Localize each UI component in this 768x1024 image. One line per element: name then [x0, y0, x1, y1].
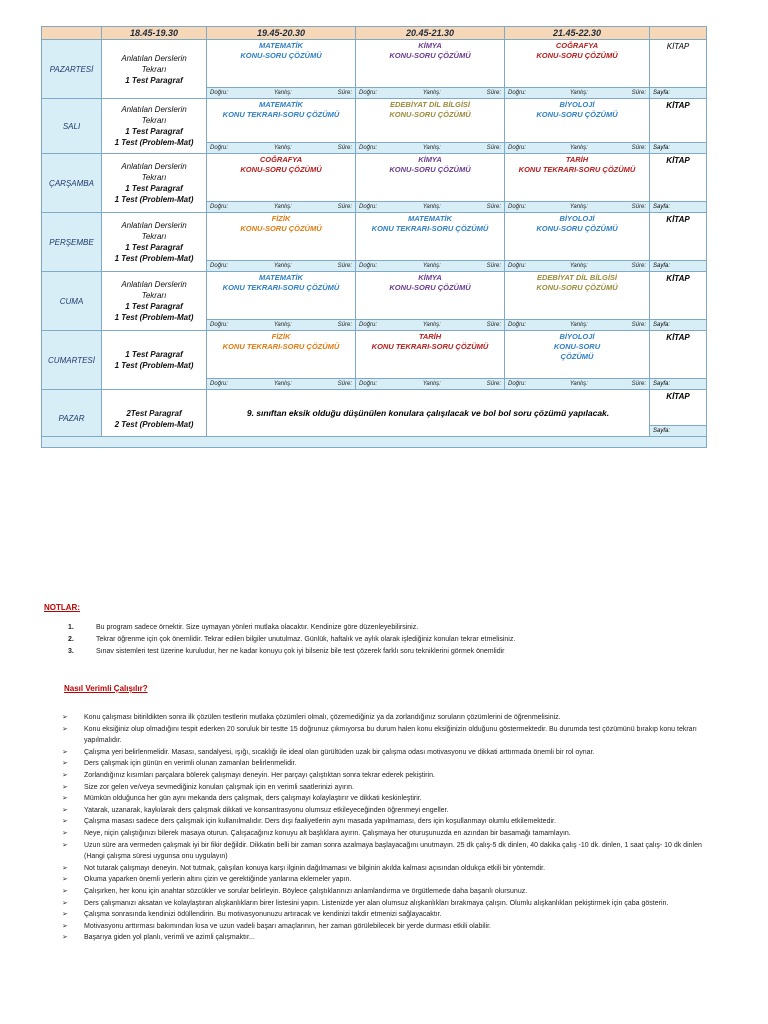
sayfa-label-carsamba: Sayfa:	[650, 202, 707, 213]
schedule-blank-row	[42, 437, 707, 448]
subject-line: ÇÖZÜMÜ	[560, 352, 594, 361]
kitap-cell-cuma: KİTAP	[650, 272, 707, 320]
tip-item	[62, 747, 710, 759]
yanlis-label: Yanlış:	[422, 204, 441, 210]
pazar-note: 9. sınıftan eksik olduğu düşünülen konulara çalışılacak ve bol bol soru çözümü yapılacak.	[207, 390, 650, 437]
subject-line: EDEBİYAT DİL BİLGİSİ	[536, 273, 617, 282]
review-cell-persembe	[102, 213, 207, 272]
test-line: 1 Test (Problem-Mat)	[114, 195, 194, 204]
score-fields	[207, 202, 355, 212]
note-number: 2.	[68, 636, 74, 643]
sayfa-label-cuma: Sayfa:	[650, 320, 707, 331]
subject-line: KONU-SORU ÇÖZÜMÜ	[536, 224, 618, 233]
note-item	[44, 646, 724, 658]
score-footer-cumartesi-4	[505, 379, 650, 390]
schedule-row-carsamba	[42, 154, 707, 202]
subject-cell-pazartesi-4	[505, 40, 650, 88]
subject-line: KONU-SORU ÇÖZÜMÜ	[389, 51, 471, 60]
score-fields	[505, 261, 649, 271]
subject-line: BİYOLOJİ	[559, 332, 595, 341]
subject-cell-persembe-4	[505, 213, 650, 261]
subject-line: MATEMATİK	[259, 41, 303, 50]
header-empty	[42, 27, 102, 40]
schedule-header-row	[42, 27, 707, 40]
tip-item	[62, 909, 710, 921]
tip-text: Mümkün olduğunca her gün aynı mekanda ders çalışmak, ders çalışmayı kolaylaştırır ve dikkati keskinleştirir.	[84, 795, 422, 803]
arrow-bullet-icon: ➢	[62, 818, 68, 826]
arrow-bullet-icon: ➢	[62, 864, 68, 872]
review-cell-pazartesi	[102, 40, 207, 99]
day-name-cuma: CUMA	[42, 272, 102, 331]
sure-label: Süre:	[337, 204, 352, 210]
yanlis-label: Yanlış:	[569, 90, 588, 96]
subject-line: MATEMATİK	[259, 273, 303, 282]
subject-line: BİYOLOJİ	[559, 100, 595, 109]
test-line: 1 Test Paragraf	[125, 184, 183, 193]
arrow-bullet-icon: ➢	[62, 748, 68, 756]
review-line: Tekrarı	[141, 232, 167, 241]
tip-item	[62, 874, 710, 886]
sure-label: Süre:	[486, 204, 501, 210]
review-line: Tekrarı	[141, 173, 167, 182]
subject-line: KONU-SORU ÇÖZÜMÜ	[240, 51, 322, 60]
day-name-pazar: PAZAR	[42, 390, 102, 437]
score-footer-persembe-2	[207, 261, 356, 272]
tip-item	[62, 921, 710, 933]
subject-cell-carsamba-4	[505, 154, 650, 202]
arrow-bullet-icon: ➢	[62, 783, 68, 791]
note-item	[44, 634, 724, 646]
test-line: 1 Test Paragraf	[125, 302, 183, 311]
note-text: Tekrar öğrenme için çok önemlidir. Tekrar edilen bilgiler unutulmaz. Günlük, haftalık ve aylık olarak işlediğiniz konuları tekrar etmelisiniz.	[96, 636, 516, 643]
subject-line: KONU-SORU ÇÖZÜMÜ	[536, 283, 618, 292]
score-footer-carsamba-3	[356, 202, 505, 213]
review-line: Anlatılan Derslerin	[121, 53, 187, 63]
notes-list	[44, 622, 724, 658]
kitap-cell-persembe: KİTAP	[650, 213, 707, 261]
tip-text: Okuma yaparken önemli yerlerin altını çizin ve gerektiğinde yanlarına eklemeler yapın.	[84, 876, 352, 884]
kitap-cell-sali: KİTAP	[650, 99, 707, 143]
yanlis-label: Yanlış:	[273, 90, 292, 96]
notes-section	[44, 603, 724, 658]
sure-label: Süre:	[631, 263, 646, 269]
schedule-row-persembe	[42, 213, 707, 261]
tip-text: Çalışırken, her konu için anahtar sözcükler ve sorular belirleyin. Böylece çalıştıklarınızı anlamlandırma ve örgütlemede daha başarılı olursunuz.	[84, 887, 528, 895]
header-empty-end	[650, 27, 707, 40]
score-footer-persembe-4	[505, 261, 650, 272]
subject-cell-carsamba-2	[207, 154, 356, 202]
subject-line: KONU-SORU ÇÖZÜMÜ	[240, 224, 322, 233]
score-footer-cumartesi-3	[356, 379, 505, 390]
subject-line: EDEBİYAT DİL BİLGİSİ	[389, 100, 470, 109]
sayfa-label-pazartesi: Sayfa:	[650, 88, 707, 99]
kitap-cell-pazartesi: KİTAP	[650, 40, 707, 88]
subject-line: KONU-SORU ÇÖZÜMÜ	[389, 165, 471, 174]
yanlis-label: Yanlış:	[569, 263, 588, 269]
note-text: Sınav sistemleri test üzerine kuruludur, her ne kadar konuyu çok iyi bilseniz bile test çözerek farklı soru tekniklerini görmek önemlidir	[96, 648, 505, 655]
tip-text: Motivasyonu arttırması bakımından kısa ve uzun vadeli başarı amaçlarının, her zaman görülebilecek bir yerde durması etkili olabilir.	[84, 922, 491, 930]
arrow-bullet-icon: ➢	[62, 899, 68, 907]
sure-label: Süre:	[337, 145, 352, 151]
day-name-cumartesi: CUMARTESİ	[42, 331, 102, 390]
tip-item	[62, 805, 710, 817]
sure-label: Süre:	[631, 322, 646, 328]
note-number: 3.	[68, 648, 74, 655]
dogru-label: Doğru:	[210, 322, 229, 328]
day-name-carsamba: ÇARŞAMBA	[42, 154, 102, 213]
tip-text: Zorlandığınız kısımları parçalara bölerek çalışmayı deneyin. Her parçayı çalıştıktan sonra tekrar ederek pekiştirin.	[84, 771, 435, 779]
tip-text: Not tutarak çalışmayı deneyin. Not tutmak, çalışılan konuya karşı ilginin dağılmaması ve bilginin akılda kalması açısından oldukça etkili bir yöntemdir.	[84, 864, 546, 872]
tip-text: Çalışma masası sadece ders çalışmak için kullanılmalıdır. Ders dışı faaliyetlerin aynı masada yapılmaması, ders için koşullanmayı olumlu etkilemektedir.	[84, 818, 556, 826]
dogru-label: Doğru:	[210, 381, 229, 387]
test-line: 1 Test (Problem-Mat)	[114, 313, 194, 322]
subject-cell-carsamba-3	[356, 154, 505, 202]
kitap-cell-cumartesi: KİTAP	[650, 331, 707, 379]
subject-line: COĞRAFYA	[555, 41, 599, 50]
header-time-3: 20.45-21.30	[356, 27, 505, 40]
test-line: 2 Test (Problem-Mat)	[114, 420, 194, 429]
subject-cell-persembe-3	[356, 213, 505, 261]
subject-cell-sali-3	[356, 99, 505, 143]
tip-item	[62, 816, 710, 828]
subject-cell-pazartesi-2	[207, 40, 356, 88]
sure-label: Süre:	[631, 204, 646, 210]
schedule-row-pazartesi	[42, 40, 707, 88]
score-fields	[356, 143, 504, 153]
score-fields	[356, 379, 504, 389]
review-cell-sali	[102, 99, 207, 154]
score-footer-cuma-3	[356, 320, 505, 331]
subject-cell-cumartesi-3	[356, 331, 505, 379]
subject-line: KONU TEKRARI-SORU ÇÖZÜMÜ	[222, 110, 340, 119]
subject-cell-sali-4	[505, 99, 650, 143]
subject-cell-cuma-3	[356, 272, 505, 320]
schedule-row-cuma	[42, 272, 707, 320]
kitap-cell-pazar: KİTAP	[650, 390, 707, 426]
header-time-1: 18.45-19.30	[102, 27, 207, 40]
sayfa-label-persembe: Sayfa:	[650, 261, 707, 272]
dogru-label: Doğru:	[359, 90, 378, 96]
score-fields	[356, 202, 504, 212]
tip-item	[62, 758, 710, 770]
score-footer-pazartesi-4	[505, 88, 650, 99]
dogru-label: Doğru:	[359, 145, 378, 151]
note-text: Bu program sadece örnektir. Size uymayan yönleri mutlaka olacaktır. Kendinize göre düzenleyebilirsiniz.	[96, 624, 419, 631]
tip-text: Konu eksiğiniz olup olmadığını tespit ederken 20 soruluk bir testte 15 doğrunuz çıkmıyorsa bu durum halen konu eksiğinizin olduğunu göstermektedir. Bu durumda test çözümünü bırakıp konu tekrarı yapılmalıdır.	[84, 725, 697, 745]
day-name-pazartesi: PAZARTESİ	[42, 40, 102, 99]
dogru-label: Doğru:	[359, 322, 378, 328]
score-footer-pazartesi-2	[207, 88, 356, 99]
score-footer-persembe-3	[356, 261, 505, 272]
subject-line: KİMYA	[418, 41, 442, 50]
tip-item	[62, 782, 710, 794]
dogru-label: Doğru:	[210, 263, 229, 269]
yanlis-label: Yanlış:	[273, 145, 292, 151]
subject-line: BİYOLOJİ	[559, 214, 595, 223]
sure-label: Süre:	[486, 322, 501, 328]
yanlis-label: Yanlış:	[422, 263, 441, 269]
test-line: 1 Test Paragraf	[125, 75, 183, 85]
score-footer-pazartesi-3	[356, 88, 505, 99]
review-cell-carsamba	[102, 154, 207, 213]
dogru-label: Doğru:	[508, 263, 527, 269]
subject-line: FİZİK	[271, 332, 291, 341]
subject-cell-cumartesi-4	[505, 331, 650, 379]
sayfa-label-sali: Sayfa:	[650, 143, 707, 154]
score-fields	[207, 320, 355, 330]
subject-line: KONU TEKRARI-SORU ÇÖZÜMÜ	[518, 165, 636, 174]
dogru-label: Doğru:	[508, 90, 527, 96]
subject-line: KİMYA	[418, 155, 442, 164]
sure-label: Süre:	[337, 322, 352, 328]
test-line: 1 Test Paragraf	[125, 243, 183, 252]
test-line: 2Test Paragraf	[126, 409, 182, 418]
score-footer-cuma-2	[207, 320, 356, 331]
header-time-2: 19.45-20.30	[207, 27, 356, 40]
score-fields	[356, 320, 504, 330]
review-line: Anlatılan Derslerin	[121, 280, 187, 289]
review-line: Anlatılan Derslerin	[121, 162, 187, 171]
tip-item	[62, 770, 710, 782]
tip-text: Ders çalışmak için günün en verimli olunan zamanları belirlenmelidir.	[84, 760, 297, 768]
tip-text: Yatarak, uzanarak, kaykılarak ders çalışmak dikkati ve konsantrasyonu olumsuz etkileyeceğinden öğrenmeyi engeller.	[84, 806, 449, 814]
tip-item	[62, 793, 710, 805]
score-fields	[356, 261, 504, 271]
sure-label: Süre:	[337, 381, 352, 387]
score-fields	[207, 88, 355, 98]
tip-item	[62, 828, 710, 840]
weekly-schedule-table	[41, 26, 707, 448]
test-line: 1 Test (Problem-Mat)	[114, 138, 194, 147]
review-line: Anlatılan Derslerin	[121, 221, 187, 230]
dogru-label: Doğru:	[210, 145, 229, 151]
day-name-persembe: PERŞEMBE	[42, 213, 102, 272]
subject-line: TARİH	[418, 332, 442, 341]
subject-cell-cuma-4	[505, 272, 650, 320]
subject-line: MATEMATİK	[408, 214, 452, 223]
kitap-cell-carsamba: KİTAP	[650, 154, 707, 202]
note-item	[44, 622, 724, 634]
arrow-bullet-icon: ➢	[62, 806, 68, 814]
dogru-label: Doğru:	[359, 381, 378, 387]
schedule-row-sali	[42, 99, 707, 143]
subject-line: KONU TEKRARI-SORU ÇÖZÜMÜ	[222, 283, 340, 292]
arrow-bullet-icon: ➢	[62, 771, 68, 779]
arrow-bullet-icon: ➢	[62, 841, 68, 849]
sure-label: Süre:	[631, 90, 646, 96]
score-fields	[505, 320, 649, 330]
arrow-bullet-icon: ➢	[62, 795, 68, 803]
arrow-bullet-icon: ➢	[62, 887, 68, 895]
dogru-label: Doğru:	[508, 381, 527, 387]
tip-text: Uzun süre ara vermeden çalışmak iyi bir fikir değildir. Dikkatin belli bir zaman sonra azalmaya başlayacağını unutmayın. 25 dk çalış-5 dk dinlen, 40 dakika çalış -10 dk. dinlen, 1 saat çalış- 10 dk dinlen (Hangi çalışma süresi uygunsa onu uygulayın)	[84, 841, 702, 861]
schedule-row-cumartesi	[42, 331, 707, 379]
subject-line: FİZİK	[271, 214, 291, 223]
subject-cell-pazartesi-3	[356, 40, 505, 88]
schedule-row-pazar	[42, 390, 707, 426]
score-fields	[207, 143, 355, 153]
tip-text: Çalışma yeri belirlenmelidir. Masası, sandalyesi, ışığı, sıcaklığı ile ideal olan gürültüden uzak bir çalışma odası motivasyonu ve dikkati arttırmada önemli bir rol oynar.	[84, 748, 595, 756]
yanlis-label: Yanlış:	[569, 381, 588, 387]
review-line: Tekrarı	[141, 64, 167, 74]
sayfa-label-pazar: Sayfa:	[650, 426, 707, 437]
score-fields	[207, 261, 355, 271]
arrow-bullet-icon: ➢	[62, 876, 68, 884]
test-line: 1 Test (Problem-Mat)	[114, 254, 194, 263]
tip-text: Ders çalışmanızı aksatan ve kolaylaştıran alışkanlıkların birer listesini yapın. Listenizde yer alan olumsuz alışkanlıkları bırakmaya çalışın. Olumlu alışkanlıkları pekiştirmek için çaba gösterin.	[84, 899, 669, 907]
tip-text: Çalışma sonrasında kendinizi ödüllendirin. Bu motivasyonunuzu artıracak ve kendinizi takdir etmenizi sağlayacaktır.	[84, 911, 442, 919]
subject-cell-cumartesi-2	[207, 331, 356, 379]
arrow-bullet-icon: ➢	[62, 829, 68, 837]
tip-text: Başarıya giden yol planlı, verimli ve azimli çalışmaktır...	[84, 934, 255, 942]
tip-text: Neye, niçin çalıştığınızı bilerek masaya oturun. Çalışacağınız konuyu alt başlıklara ayırın. Çalışmaya her oturuşunuzda en azından bir basamağı tamamlayın.	[84, 829, 571, 837]
arrow-bullet-icon: ➢	[62, 714, 68, 721]
yanlis-label: Yanlış:	[569, 145, 588, 151]
score-footer-sali-2	[207, 143, 356, 154]
score-footer-cumartesi-2	[207, 379, 356, 390]
review-cell-pazar	[102, 390, 207, 437]
yanlis-label: Yanlış:	[273, 381, 292, 387]
tip-text: Size zor gelen ve/veya sevmediğiniz konuları çalışmak için en verimli saatlerinizi ayırın.	[84, 783, 354, 791]
dogru-label: Doğru:	[359, 204, 378, 210]
dogru-label: Doğru:	[210, 204, 229, 210]
subject-cell-sali-2	[207, 99, 356, 143]
dogru-label: Doğru:	[210, 90, 229, 96]
dogru-label: Doğru:	[508, 145, 527, 151]
yanlis-label: Yanlış:	[273, 322, 292, 328]
score-footer-cuma-4	[505, 320, 650, 331]
dogru-label: Doğru:	[508, 204, 527, 210]
review-cell-cumartesi	[102, 331, 207, 390]
test-line: 1 Test Paragraf	[125, 127, 183, 136]
subject-line: KİMYA	[418, 273, 442, 282]
subject-line: KONU TEKRARI-SORU ÇÖZÜMÜ	[371, 224, 489, 233]
header-time-4: 21.45-22.30	[505, 27, 650, 40]
sure-label: Süre:	[631, 145, 646, 151]
tip-item	[62, 886, 710, 898]
tip-item	[62, 898, 710, 910]
review-cell-cuma	[102, 272, 207, 331]
score-fields	[505, 202, 649, 212]
subject-line: KONU-SORU ÇÖZÜMÜ	[389, 110, 471, 119]
tip-item	[62, 863, 710, 875]
subject-line: KONU-SORU ÇÖZÜMÜ	[389, 283, 471, 292]
subject-line: TARİH	[565, 155, 589, 164]
dogru-label: Doğru:	[359, 263, 378, 269]
arrow-bullet-icon: ➢	[62, 760, 68, 768]
score-fields	[505, 379, 649, 389]
score-fields	[505, 143, 649, 153]
yanlis-label: Yanlış:	[273, 204, 292, 210]
subject-line: KONU TEKRARI-SORU ÇÖZÜMÜ	[371, 342, 489, 351]
test-line: 1 Test (Problem-Mat)	[114, 361, 194, 370]
yanlis-label: Yanlış:	[422, 145, 441, 151]
sure-label: Süre:	[337, 90, 352, 96]
score-footer-sali-4	[505, 143, 650, 154]
subject-line: KONU-SORU ÇÖZÜMÜ	[536, 110, 618, 119]
subject-cell-persembe-2	[207, 213, 356, 261]
sure-label: Süre:	[337, 263, 352, 269]
subject-line: COĞRAFYA	[259, 155, 303, 164]
test-line: 1 Test Paragraf	[125, 350, 183, 359]
yanlis-label: Yanlış:	[569, 204, 588, 210]
tip-item	[62, 712, 710, 724]
score-fields	[207, 379, 355, 389]
tip-text: Konu çalışması bitirildikten sonra ilk çözülen testlerin mutlaka çözümleri olmalı, çözemediğiniz ya da zorlandığınız soruların çözümlerini de öğrenmelisiniz.	[84, 714, 561, 721]
arrow-bullet-icon: ➢	[62, 911, 68, 919]
verimli-title: Nasıl Verimli Çalışılır?	[64, 684, 148, 693]
yanlis-label: Yanlış:	[273, 263, 292, 269]
yanlis-label: Yanlış:	[422, 322, 441, 328]
yanlis-label: Yanlış:	[569, 322, 588, 328]
subject-line: KONU-SORU	[553, 342, 601, 351]
sure-label: Süre:	[631, 381, 646, 387]
note-number: 1.	[68, 624, 74, 631]
sure-label: Süre:	[486, 145, 501, 151]
tip-item	[62, 932, 710, 944]
notes-title: NOTLAR:	[44, 603, 80, 612]
verimli-tips-list	[62, 712, 710, 944]
subject-cell-cuma-2	[207, 272, 356, 320]
subject-line: KONU-SORU ÇÖZÜMÜ	[536, 51, 618, 60]
arrow-bullet-icon: ➢	[62, 934, 68, 942]
review-line: Anlatılan Derslerin	[121, 105, 187, 114]
dogru-label: Doğru:	[508, 322, 527, 328]
sure-label: Süre:	[486, 381, 501, 387]
subject-line: MATEMATİK	[259, 100, 303, 109]
sayfa-label-cumartesi: Sayfa:	[650, 379, 707, 390]
blank-row-cell	[42, 437, 707, 448]
sure-label: Süre:	[486, 263, 501, 269]
tip-item	[62, 724, 710, 747]
review-line: Tekrarı	[141, 116, 167, 125]
tip-item	[62, 840, 710, 863]
score-footer-sali-3	[356, 143, 505, 154]
score-footer-carsamba-2	[207, 202, 356, 213]
arrow-bullet-icon: ➢	[62, 922, 68, 930]
subject-line: KONU-SORU ÇÖZÜMÜ	[240, 165, 322, 174]
score-fields	[356, 88, 504, 98]
sure-label: Süre:	[486, 90, 501, 96]
score-footer-carsamba-4	[505, 202, 650, 213]
score-fields	[505, 88, 649, 98]
yanlis-label: Yanlış:	[422, 90, 441, 96]
arrow-bullet-icon: ➢	[62, 725, 68, 733]
subject-line: KONU TEKRARI-SORU ÇÖZÜMÜ	[222, 342, 340, 351]
yanlis-label: Yanlış:	[422, 381, 441, 387]
day-name-sali: SALI	[42, 99, 102, 154]
review-line: Tekrarı	[141, 291, 167, 300]
